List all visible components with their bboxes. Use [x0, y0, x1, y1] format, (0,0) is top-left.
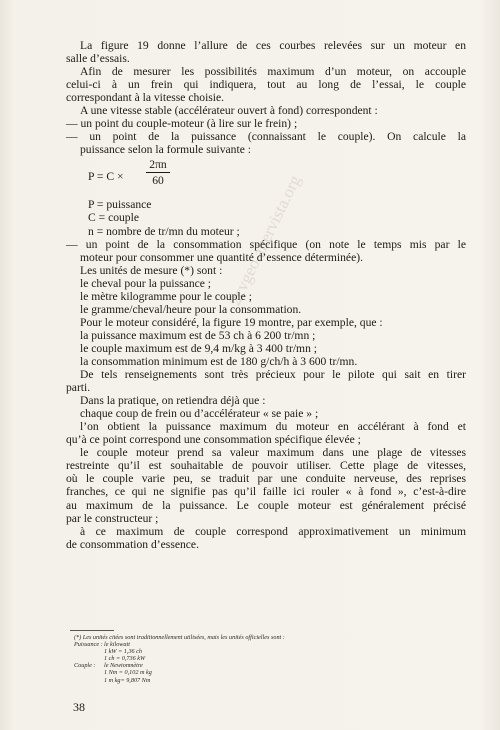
body-text: [66, 39, 466, 551]
formula-denominator: 60: [152, 174, 164, 188]
power-formula: [88, 158, 466, 196]
text-line: le gramme/cheval/heure pour la consommation.: [80, 302, 302, 316]
footnote-value: le kilowatt: [104, 641, 130, 649]
text-line: salle d’essais.: [66, 52, 130, 66]
footnote-row: [74, 662, 394, 669]
footnote-row: [74, 641, 394, 648]
text-line: — un point de la puissance (connaissant le couple). On calcule la: [66, 130, 466, 144]
definition-line: C = couple: [88, 211, 139, 225]
text-line: franches, ce qui ne signifie pas qu’il faille ici rouler « à fond », c’est-à-dire: [66, 485, 466, 499]
text-line: au maximum de la puissance. Le couple moteur est généralement précisé: [66, 498, 466, 512]
footnote-value: 1 Nm = 0,102 m kg: [104, 669, 152, 677]
text-line: puissance selon la formule suivante :: [80, 143, 251, 157]
footnote: [74, 634, 394, 684]
text-line: correspondant à la vitesse choisie.: [66, 91, 225, 105]
text-line: qu’à ce point correspond une consommation spécifique élevée ;: [66, 433, 361, 447]
text-line: la puissance maximum est de 53 ch à 6 200 tr/mn ;: [80, 328, 316, 342]
formula-numerator: 2πn: [146, 158, 170, 173]
formula-fraction: [146, 158, 170, 187]
text-line: moteur pour consommer une quantité d’essence déterminée).: [80, 250, 363, 264]
text-line: Dans la pratique, on retiendra déjà que :: [80, 394, 266, 408]
text-line: A une vitesse stable (accélérateur ouvert à fond) correspondent :: [80, 104, 378, 118]
definition-line: P = puissance: [88, 198, 152, 212]
footnote-rule: [70, 630, 114, 631]
text-line: — un point de la consommation spécifique (on note le temps mis par le: [66, 237, 466, 251]
text-line: de consommation d’essence.: [66, 537, 199, 551]
page-number: 38: [73, 700, 85, 714]
text-line: Pour le moteur considéré, la figure 19 montre, par exemple, que :: [80, 315, 383, 329]
footnote-value: 1 ch = 0,736 kW: [104, 655, 146, 663]
definition-line: n = nombre de tr/mn du moteur ;: [88, 224, 240, 238]
text-line: restreinte qu’il est souhaitable de pouvoir utiliser. Cette plage de vitesses,: [66, 459, 466, 473]
text-line: la consommation minimum est de 180 g/ch/h à 3 600 tr/mn.: [80, 354, 358, 368]
text-line: le couple maximum est de 9,4 m/kg à 3 400 tr/mn ;: [80, 341, 317, 355]
text-line: celui-ci à un frein qui indiquera, tout au long de l’essai, le couple: [66, 78, 466, 92]
text-line: chaque coup de frein ou d’accélérateur « se paie » ;: [80, 407, 319, 421]
text-line: Afin de mesurer les possibilités maximum d’un moteur, on accouple: [80, 65, 466, 79]
text-line: — un point du couple-moteur (à lire sur le frein) ;: [66, 117, 298, 131]
text-line: où le couple varie peu, se traduit par une conduite nerveuse, des reprises: [66, 472, 466, 486]
text-line: parti.: [66, 381, 91, 395]
text-line: par le constructeur ;: [66, 511, 159, 525]
footnote-value: le Newtonmètre: [104, 662, 143, 670]
text-line: le cheval pour la puissance ;: [80, 276, 212, 290]
text-line: Les unités de mesure (*) sont :: [80, 263, 223, 277]
footnote-intro: (*) Les unités citées sont traditionnellement utilisées, mais les unités officielles sont :: [74, 634, 285, 641]
formula-lhs: P = C ×: [88, 170, 124, 184]
footnote-value: 1 m kg= 9,807 Nm: [104, 676, 151, 684]
footnote-label: Puissance :: [74, 641, 103, 649]
footnote-value: 1 kW = 1,36 ch: [104, 648, 143, 656]
text-line: l’on obtient la puissance maximum du moteur en accélérant à fond et: [80, 420, 466, 434]
document-page: 2cvgeo.altervista.org La figure 19 donne l’allure de ces courbes relevées sur un moteur en salle d’essais. Afin de mesurer les possibilités maximum d’un moteur, on accouple celui-ci à un frein qui indiquera, tout au long de l’essai, le couple correspondant à la vitesse choisie. A une vitesse stable (accélérateur ouvert à fond) correspondent : — un point du couple-moteur (à lire sur le frein) ; — un point de la puissance (connaissant le couple). On calcule la puissance selon la formule suivante : P = C × $\frac{2\pi n}{60}$ P = puissance C = couple n = nombre de tr/mn du moteur ; — un point de la consommation spécifique (on note le temps mis par le moteur pour consommer une quantité d’essence déterminée). Les unités de mesure (*) sont : le cheval pour la puissance ; le mètre kilogramme pour le couple ; le gramme/cheval/heure pour la consommation. Pour le moteur considéré, la figure 19 montre, par exemple, que : la puissance maximum est de 53 ch à 6 200 tr/mn ; le couple maximum est de 9,4 m/kg à 3 400 tr/mn ; la consommation minimum est de 180 g/ch/h à 3 600 tr/mn. De tels renseignements sont très précieux pour le pilote qui sait en tirer parti. Dans la pratique, on retiendra déjà que : chaque coup de frein ou d’accélérateur « se paie » ; l’on obtient la puissance maximum du moteur en accélérant à fond et qu’à ce point correspond une consommation spécifique élevée ; le couple moteur prend sa valeur maximum dans une plage de vitesses restreinte qu’il est souhaitable de pouvoir utiliser. Cette plage de vitesses, où le couple varie peu, se traduit par une conduite nerveuse, des reprises franches, ce qui ne signifie pas qu’il faille ici rouler « à fond », c’est-à-dire au maximum de la puissance. Le couple moteur est généralement précisé par le constructeur ; à ce maximum de couple correspond approximativement un minimum de consommation d’essence. (*) Les unités citées sont traditionnellement utilisées, mais les unités officielles sont : Puissance : le kilowatt 1 kW = 1,36 ch 1 ch = 0,736 kW Couple : le Newtonmètre 1 Nm = 0,102 m kg 1 m kg= 9,807 Nm 38: [0, 0, 500, 730]
footnote-label: Couple :: [74, 662, 96, 670]
text-line: le couple moteur prend sa valeur maximum dans une plage de vitesses: [80, 446, 466, 460]
text-line: De tels renseignements sont très précieux pour le pilote qui sait en tirer: [80, 368, 466, 382]
text-line: à ce maximum de couple correspond approximativement un minimum: [80, 524, 466, 538]
text-line: La figure 19 donne l’allure de ces courbes relevées sur un moteur en: [80, 39, 466, 52]
text-line: le mètre kilogramme pour le couple ;: [80, 289, 252, 303]
